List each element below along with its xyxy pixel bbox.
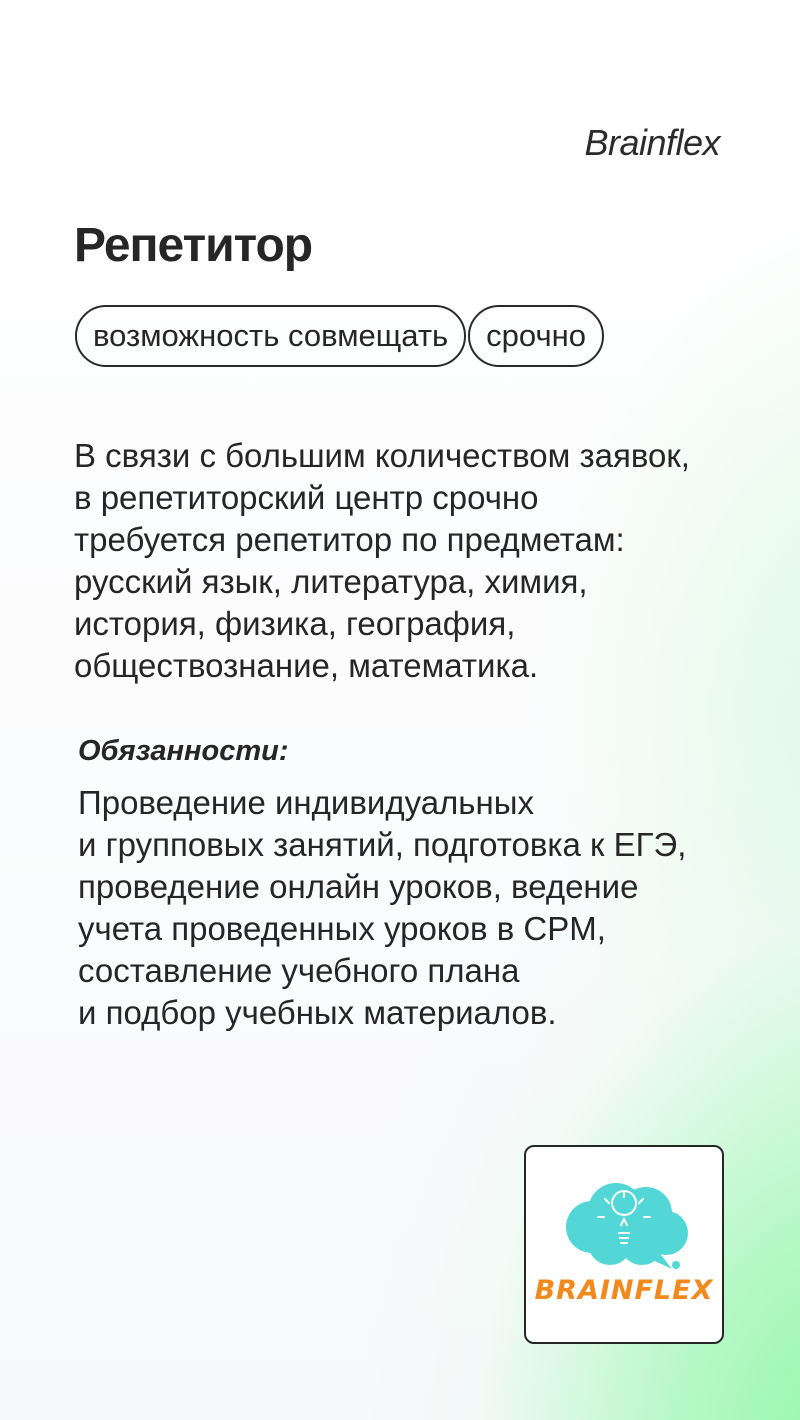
job-description — [74, 435, 774, 687]
duties-line: проведение онлайн уроков, ведение — [78, 868, 639, 905]
description-line: В связи с большим количеством заявок, — [74, 437, 690, 474]
duties-line: составление учебного плана — [78, 952, 520, 989]
description-line: в репетиторский центр срочно — [74, 479, 539, 516]
tag-list — [75, 305, 604, 367]
tag-combinable: возможность совмещать — [75, 305, 466, 367]
description-line: история, физика, география, — [74, 605, 516, 642]
duties-text — [78, 782, 778, 1034]
duties-heading: Обязанности: — [78, 735, 289, 767]
duties-line: Проведение индивидуальных — [78, 784, 534, 821]
description-line: требуется репетитор по предметам: — [74, 521, 625, 558]
tag-urgent: срочно — [468, 305, 604, 367]
description-line: обществознание, математика. — [74, 647, 539, 684]
duties-line: и групповых занятий, подготовка к ЕГЭ, — [78, 826, 687, 863]
page-title: Репетитор — [74, 219, 313, 272]
lightbulb-icon — [554, 1177, 694, 1273]
logo-wordmark: BRAINFLEX — [534, 1275, 714, 1306]
brand-logo-card — [524, 1145, 724, 1344]
description-line: русский язык, литература, химия, — [74, 563, 588, 600]
duties-line: учета проведенных уроков в CPM, — [78, 910, 606, 947]
brand-name: Brainflex — [584, 122, 720, 163]
duties-line: и подбор учебных материалов. — [78, 994, 557, 1031]
